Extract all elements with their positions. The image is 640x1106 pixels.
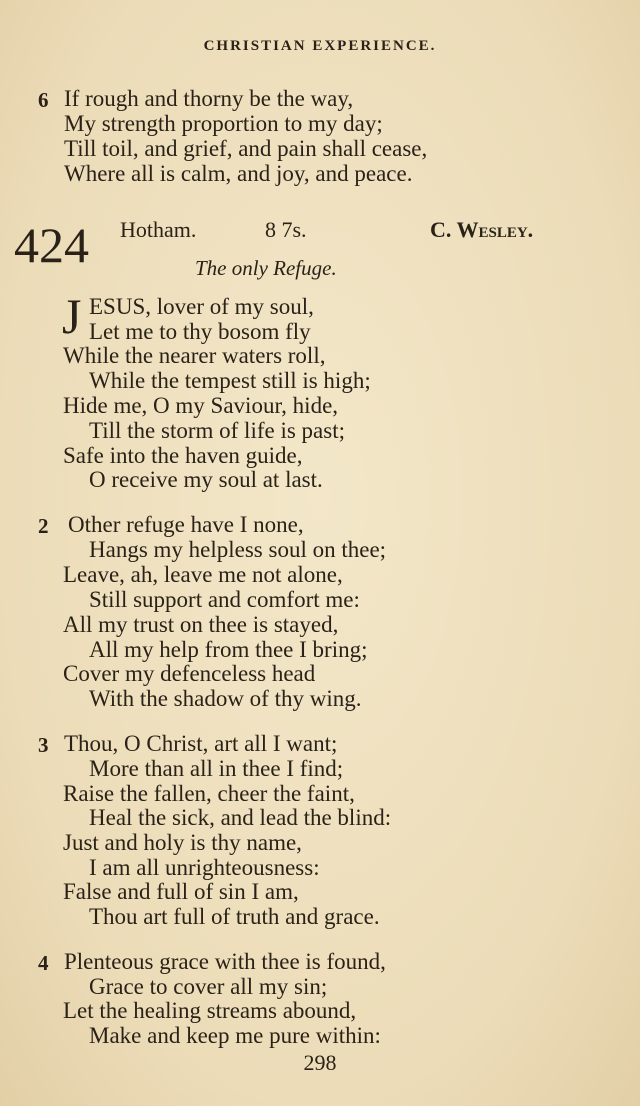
- verse-line: Other refuge have I none,: [68, 512, 304, 537]
- verse-line: Hide me, O my Saviour, hide,: [63, 393, 339, 418]
- verse-line: My strength proportion to my day;: [64, 111, 383, 136]
- verse-number: 2: [38, 514, 49, 538]
- verse-line: Let the healing streams abound,: [63, 998, 357, 1023]
- verse-line: All my help from thee I bring;: [89, 637, 368, 662]
- verse-line: False and full of sin I am,: [63, 879, 299, 904]
- verse-line: Till the storm of life is past;: [89, 418, 345, 443]
- verse-line: Make and keep me pure within:: [89, 1023, 381, 1048]
- verse-line: While the nearer waters roll,: [63, 343, 326, 368]
- verse-line: Let me to thy bosom fly: [89, 319, 311, 344]
- verse-line: All my trust on thee is stayed,: [63, 612, 339, 637]
- hymn-number: 424: [14, 217, 89, 273]
- author: C. Wesley.: [430, 217, 534, 242]
- verse-line: While the tempest still is high;: [89, 368, 371, 393]
- verse-line: Thou art full of truth and grace.: [89, 904, 380, 929]
- page-number: 298: [303, 1050, 337, 1075]
- verse-line: Heal the sick, and lead the blind:: [89, 805, 392, 830]
- verse-line: Till toil, and grief, and pain shall cease,: [64, 136, 428, 161]
- tune-name: Hotham.: [120, 217, 197, 242]
- verse-line: Grace to cover all my sin;: [89, 974, 328, 999]
- verse-line: Hangs my helpless soul on thee;: [89, 537, 387, 562]
- verse-line: Leave, ah, leave me not alone,: [63, 562, 343, 587]
- verse-number: 6: [38, 88, 49, 112]
- verse-line: ESUS, lover of my soul,: [89, 294, 314, 319]
- verse-line: With the shadow of thy wing.: [89, 686, 362, 711]
- verse-line: Still support and comfort me:: [89, 587, 360, 612]
- drop-cap: J: [62, 288, 82, 344]
- verse-line: More than all in thee I find;: [89, 756, 344, 781]
- verse-number: 4: [38, 951, 49, 975]
- verse-line: Cover my defenceless head: [63, 661, 316, 686]
- verse-line: Thou, O Christ, art all I want;: [64, 731, 338, 756]
- verse-line: O receive my soul at last.: [89, 467, 323, 492]
- verse-number: 3: [38, 733, 49, 757]
- verse-line: Raise the fallen, cheer the faint,: [63, 781, 355, 806]
- hymn-subtitle-text: The only Refuge.: [195, 256, 337, 280]
- verse-line: If rough and thorny be the way,: [64, 86, 354, 111]
- verse-line: Safe into the haven guide,: [63, 443, 303, 468]
- verse-line: I am all unrighteousness:: [89, 855, 320, 880]
- verse-line: Plenteous grace with thee is found,: [64, 949, 386, 974]
- verse-line: Just and holy is thy name,: [63, 830, 302, 855]
- verse-line: Where all is calm, and joy, and peace.: [64, 161, 413, 186]
- meter: 8 7s.: [265, 217, 307, 242]
- running-head: CHRISTIAN EXPERIENCE.: [203, 38, 437, 54]
